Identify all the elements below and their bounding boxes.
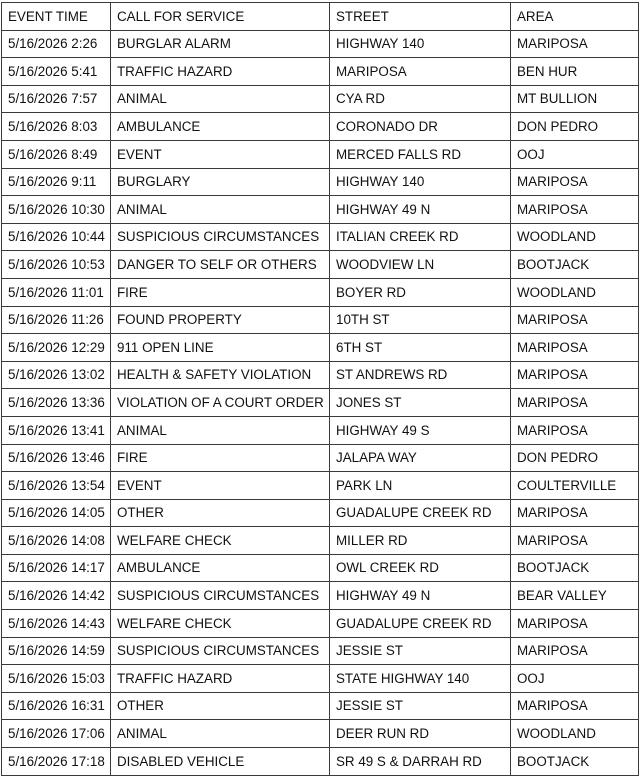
street-cell: MILLER RD: [330, 527, 511, 555]
street-cell: HIGHWAY 140: [330, 168, 511, 196]
street-cell: MARIPOSA: [330, 58, 511, 86]
event-time-cell: 5/16/2026 13:36: [2, 389, 111, 417]
call-for-service-cell: FOUND PROPERTY: [111, 306, 330, 334]
area-cell: BEN HUR: [511, 58, 639, 86]
street-cell: CORONADO DR: [330, 113, 511, 141]
street-cell: 6TH ST: [330, 334, 511, 362]
event-time-cell: 5/16/2026 5:41: [2, 58, 111, 86]
table-row: [2, 610, 639, 638]
event-time-cell: 5/16/2026 8:49: [2, 140, 111, 168]
street-cell: HIGHWAY 49 S: [330, 416, 511, 444]
event-time-cell: 5/16/2026 14:43: [2, 610, 111, 638]
area-cell: MARIPOSA: [511, 168, 639, 196]
call-for-service-cell: ANIMAL: [111, 85, 330, 113]
table-row: [2, 168, 639, 196]
area-cell: MARIPOSA: [511, 416, 639, 444]
header-street: STREET: [330, 3, 511, 31]
area-cell: MARIPOSA: [511, 527, 639, 555]
table-row: [2, 444, 639, 472]
call-for-service-cell: WELFARE CHECK: [111, 610, 330, 638]
event-time-cell: 5/16/2026 17:18: [2, 748, 111, 776]
call-for-service-cell: 911 OPEN LINE: [111, 334, 330, 362]
table-body: [2, 30, 639, 775]
table-row: [2, 720, 639, 748]
call-for-service-cell: SUSPICIOUS CIRCUMSTANCES: [111, 637, 330, 665]
street-cell: MERCED FALLS RD: [330, 140, 511, 168]
event-time-cell: 5/16/2026 16:31: [2, 692, 111, 720]
street-cell: HIGHWAY 140: [330, 30, 511, 58]
call-for-service-cell: TRAFFIC HAZARD: [111, 665, 330, 693]
area-cell: MARIPOSA: [511, 361, 639, 389]
table-row: [2, 196, 639, 224]
table-row: [2, 637, 639, 665]
event-time-cell: 5/16/2026 7:57: [2, 85, 111, 113]
table-row: [2, 223, 639, 251]
area-cell: BEAR VALLEY: [511, 582, 639, 610]
area-cell: OOJ: [511, 665, 639, 693]
street-cell: STATE HIGHWAY 140: [330, 665, 511, 693]
street-cell: CYA RD: [330, 85, 511, 113]
table-row: [2, 58, 639, 86]
event-time-cell: 5/16/2026 14:42: [2, 582, 111, 610]
area-cell: MARIPOSA: [511, 30, 639, 58]
street-cell: 10TH ST: [330, 306, 511, 334]
call-for-service-cell: OTHER: [111, 499, 330, 527]
calls-for-service-table: [1, 2, 639, 776]
event-time-cell: 5/16/2026 13:54: [2, 472, 111, 500]
table-row: [2, 692, 639, 720]
street-cell: PARK LN: [330, 472, 511, 500]
area-cell: BOOTJACK: [511, 554, 639, 582]
event-time-cell: 5/16/2026 13:02: [2, 361, 111, 389]
call-for-service-cell: BURGLAR ALARM: [111, 30, 330, 58]
event-time-cell: 5/16/2026 13:46: [2, 444, 111, 472]
table-row: [2, 499, 639, 527]
area-cell: WOODLAND: [511, 720, 639, 748]
street-cell: JALAPA WAY: [330, 444, 511, 472]
event-time-cell: 5/16/2026 12:29: [2, 334, 111, 362]
street-cell: ST ANDREWS RD: [330, 361, 511, 389]
event-time-cell: 5/16/2026 10:53: [2, 251, 111, 279]
street-cell: GUADALUPE CREEK RD: [330, 499, 511, 527]
event-time-cell: 5/16/2026 11:01: [2, 278, 111, 306]
event-time-cell: 5/16/2026 14:08: [2, 527, 111, 555]
area-cell: MARIPOSA: [511, 389, 639, 417]
table-row: [2, 554, 639, 582]
event-time-cell: 5/16/2026 17:06: [2, 720, 111, 748]
call-for-service-cell: DANGER TO SELF OR OTHERS: [111, 251, 330, 279]
event-time-cell: 5/16/2026 8:03: [2, 113, 111, 141]
call-for-service-cell: OTHER: [111, 692, 330, 720]
event-time-cell: 5/16/2026 10:30: [2, 196, 111, 224]
table-row: [2, 113, 639, 141]
table-row: [2, 416, 639, 444]
call-for-service-cell: SUSPICIOUS CIRCUMSTANCES: [111, 223, 330, 251]
event-time-cell: 5/16/2026 10:44: [2, 223, 111, 251]
street-cell: OWL CREEK RD: [330, 554, 511, 582]
street-cell: ITALIAN CREEK RD: [330, 223, 511, 251]
event-time-cell: 5/16/2026 11:26: [2, 306, 111, 334]
call-for-service-cell: DISABLED VEHICLE: [111, 748, 330, 776]
area-cell: MARIPOSA: [511, 692, 639, 720]
table-row: [2, 334, 639, 362]
call-for-service-cell: WELFARE CHECK: [111, 527, 330, 555]
street-cell: HIGHWAY 49 N: [330, 196, 511, 224]
event-time-cell: 5/16/2026 13:41: [2, 416, 111, 444]
area-cell: BOOTJACK: [511, 748, 639, 776]
table-row: [2, 306, 639, 334]
table-row: [2, 472, 639, 500]
event-time-cell: 5/16/2026 2:26: [2, 30, 111, 58]
header-area: AREA: [511, 3, 639, 31]
table-row: [2, 361, 639, 389]
table-row: [2, 527, 639, 555]
table-row: [2, 748, 639, 776]
street-cell: HIGHWAY 49 N: [330, 582, 511, 610]
area-cell: MARIPOSA: [511, 196, 639, 224]
call-for-service-cell: ANIMAL: [111, 196, 330, 224]
street-cell: JESSIE ST: [330, 692, 511, 720]
table-row: [2, 140, 639, 168]
street-cell: SR 49 S & DARRAH RD: [330, 748, 511, 776]
area-cell: MARIPOSA: [511, 499, 639, 527]
call-for-service-cell: SUSPICIOUS CIRCUMSTANCES: [111, 582, 330, 610]
area-cell: WOODLAND: [511, 223, 639, 251]
call-for-service-cell: BURGLARY: [111, 168, 330, 196]
call-for-service-cell: AMBULANCE: [111, 113, 330, 141]
call-for-service-cell: EVENT: [111, 472, 330, 500]
event-time-cell: 5/16/2026 9:11: [2, 168, 111, 196]
header-event-time: EVENT TIME: [2, 3, 111, 31]
call-for-service-cell: FIRE: [111, 444, 330, 472]
street-cell: WOODVIEW LN: [330, 251, 511, 279]
header-call-for-service: CALL FOR SERVICE: [111, 3, 330, 31]
table-row: [2, 30, 639, 58]
event-time-cell: 5/16/2026 14:59: [2, 637, 111, 665]
area-cell: MARIPOSA: [511, 334, 639, 362]
street-cell: BOYER RD: [330, 278, 511, 306]
call-for-service-cell: ANIMAL: [111, 720, 330, 748]
table-row: [2, 665, 639, 693]
street-cell: JONES ST: [330, 389, 511, 417]
event-time-cell: 5/16/2026 14:17: [2, 554, 111, 582]
call-for-service-cell: AMBULANCE: [111, 554, 330, 582]
event-time-cell: 5/16/2026 14:05: [2, 499, 111, 527]
call-for-service-cell: ANIMAL: [111, 416, 330, 444]
call-for-service-cell: EVENT: [111, 140, 330, 168]
area-cell: MARIPOSA: [511, 610, 639, 638]
table-row: [2, 85, 639, 113]
table-row: [2, 389, 639, 417]
area-cell: MARIPOSA: [511, 637, 639, 665]
area-cell: MARIPOSA: [511, 306, 639, 334]
table-row: [2, 278, 639, 306]
street-cell: GUADALUPE CREEK RD: [330, 610, 511, 638]
call-for-service-cell: FIRE: [111, 278, 330, 306]
table-header-row: [2, 3, 639, 31]
table-row: [2, 251, 639, 279]
call-for-service-cell: VIOLATION OF A COURT ORDER: [111, 389, 330, 417]
call-for-service-cell: TRAFFIC HAZARD: [111, 58, 330, 86]
table-row: [2, 582, 639, 610]
event-time-cell: 5/16/2026 15:03: [2, 665, 111, 693]
area-cell: OOJ: [511, 140, 639, 168]
area-cell: DON PEDRO: [511, 444, 639, 472]
area-cell: COULTERVILLE: [511, 472, 639, 500]
street-cell: JESSIE ST: [330, 637, 511, 665]
area-cell: MT BULLION: [511, 85, 639, 113]
area-cell: DON PEDRO: [511, 113, 639, 141]
street-cell: DEER RUN RD: [330, 720, 511, 748]
call-for-service-cell: HEALTH & SAFETY VIOLATION: [111, 361, 330, 389]
area-cell: WOODLAND: [511, 278, 639, 306]
area-cell: BOOTJACK: [511, 251, 639, 279]
